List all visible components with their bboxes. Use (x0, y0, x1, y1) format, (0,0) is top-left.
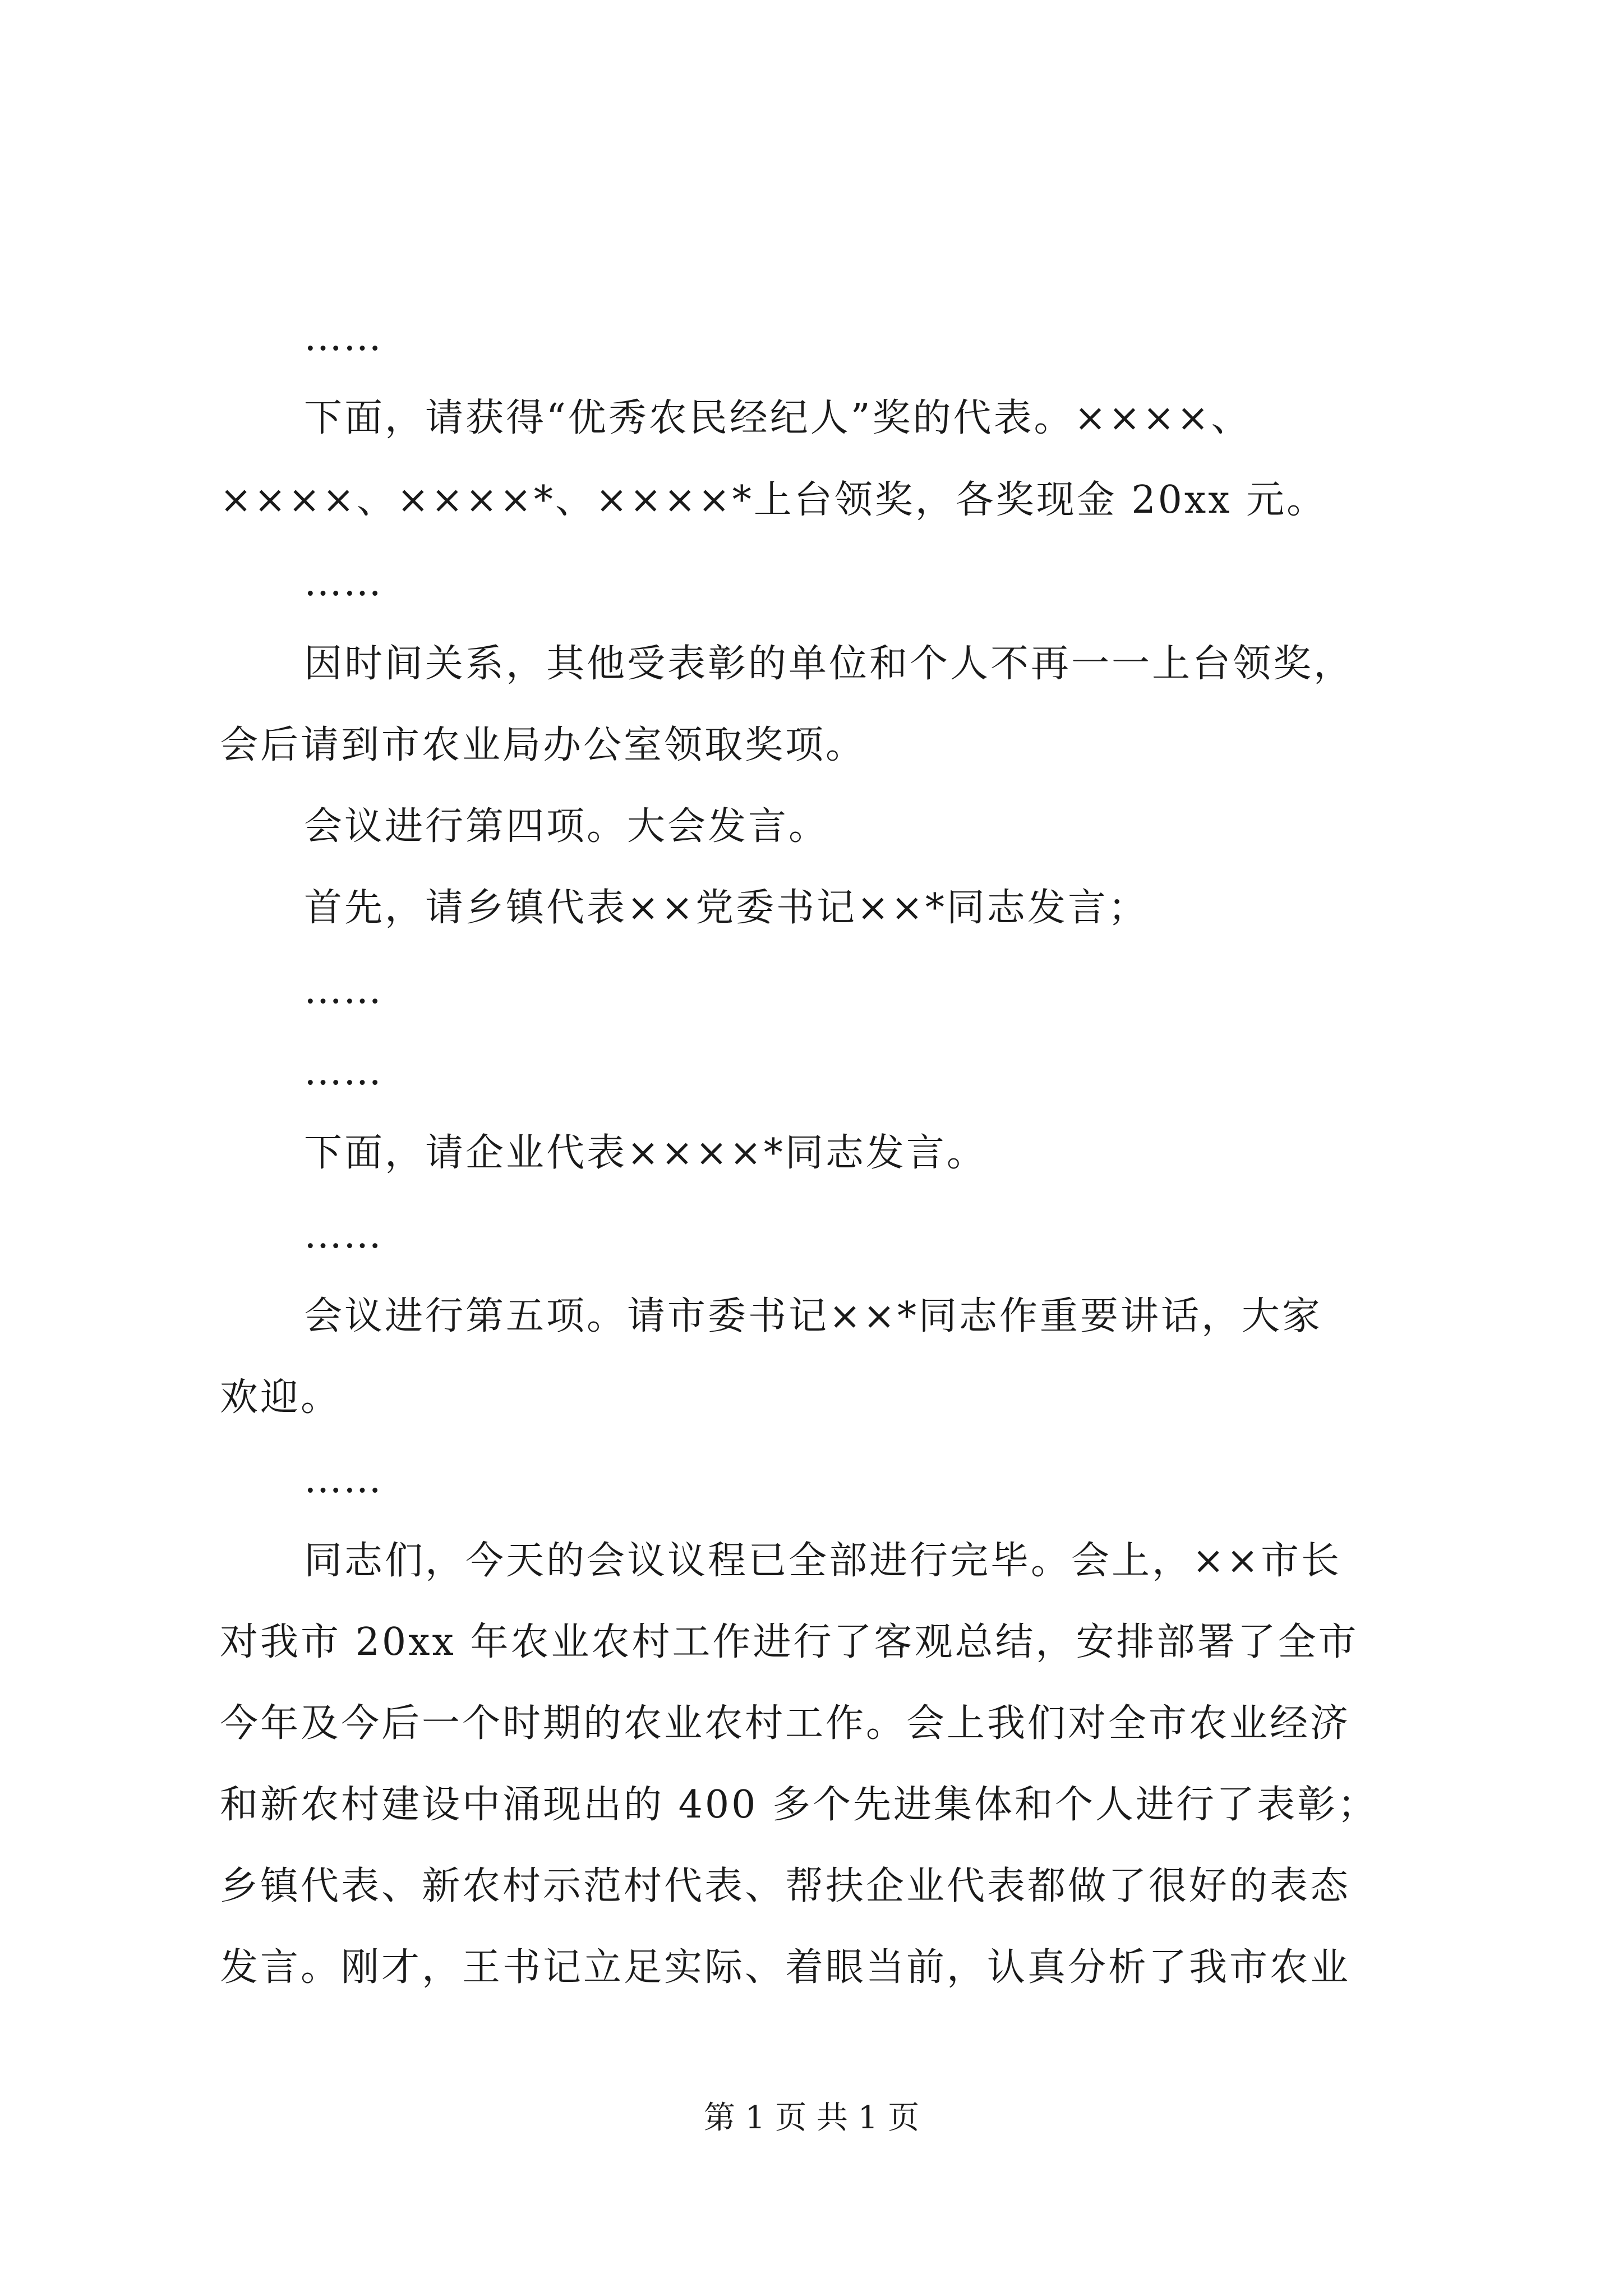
page-number-label: 第 1 页 共 1 页 (703, 2100, 920, 2136)
text-line-16: 同志们，今天的会议议程已全部进行完毕。会上，××市长 (304, 1539, 1341, 1583)
text-line-18: 今年及今后一个时期的农业农村工作。会上我们对全市农业经济 (220, 1701, 1351, 1746)
text-line-2: 下面，请获得“优秀农民经纪人”奖的代表。××××、 (304, 396, 1252, 440)
text-line-6: 会后请到市农业局办公室领取奖项。 (220, 723, 866, 767)
text-line-4: …… (304, 560, 382, 605)
text-line-9: …… (304, 968, 382, 1013)
page-footer (0, 2102, 1623, 2134)
text-line-21: 发言。刚才，王书记立足实际、着眼当前，认真分析了我市农业 (220, 1945, 1351, 1990)
text-line-14: 欢迎。 (220, 1375, 342, 1420)
text-line-1: …… (304, 315, 382, 360)
text-line-19: 和新农村建设中涌现出的 400 多个先进集体和个人进行了表彰； (220, 1783, 1378, 1827)
text-line-15: …… (304, 1457, 382, 1502)
text-line-20: 乡镇代表、新农村示范村代表、帮扶企业代表都做了很好的表态 (220, 1864, 1351, 1908)
text-line-5: 因时间关系，其他受表彰的单位和个人不再一一上台领奖， (304, 642, 1354, 686)
text-line-17: 对我市 20xx 年农业农村工作进行了客观总结，安排部署了全市 (220, 1620, 1359, 1664)
text-line-12: …… (304, 1213, 382, 1257)
text-line-10: …… (304, 1050, 382, 1094)
text-line-13: 会议进行第五项。请市委书记××*同志作重要讲话，大家 (304, 1294, 1322, 1338)
text-line-7: 会议进行第四项。大会发言。 (304, 804, 829, 849)
text-line-3: ××××、××××*、××××*上台领奖，各奖现金 20xx 元。 (220, 478, 1327, 522)
text-line-11: 下面，请企业代表××××*同志发言。 (304, 1131, 987, 1175)
text-line-8: 首先，请乡镇代表××党委书记××*同志发言； (304, 886, 1149, 930)
